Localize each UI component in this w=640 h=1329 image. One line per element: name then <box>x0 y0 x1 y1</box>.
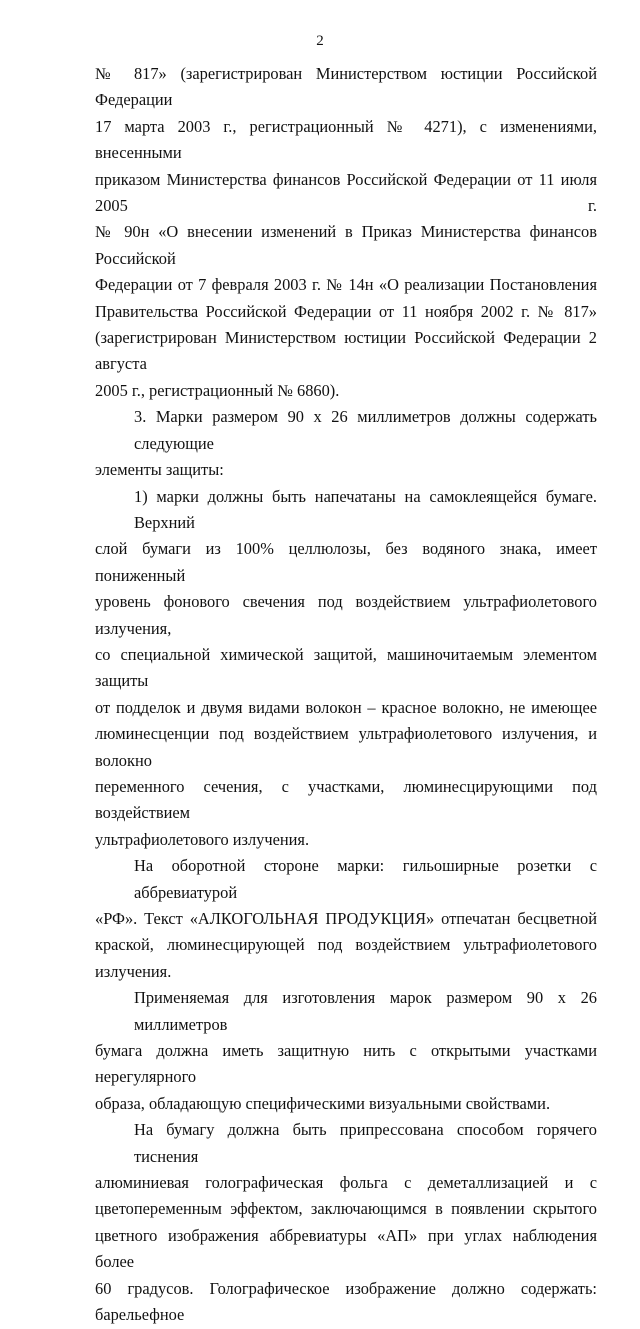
paragraph-holographic-foil <box>95 1117 597 1328</box>
text-line: слой бумаги из 100% целлюлозы, без водяного знака, имеет пониженный <box>95 539 597 585</box>
text-line: цветопеременным эффектом, заключающимся в появлении скрытого <box>95 1199 597 1219</box>
text-line: бумага должна иметь защитную нить с открытыми участками нерегулярного <box>95 1041 597 1087</box>
text-line: алюминиевая голографическая фольга с деметаллизацией и с <box>95 1173 597 1193</box>
text-line: переменного сечения, с участками, люминесцирующими под воздействием <box>95 776 597 823</box>
text-line: элементы защиты: <box>95 460 224 480</box>
text-line: «РФ». Текст «АЛКОГОЛЬНАЯ ПРОДУКЦИЯ» отпечатан бесцветной <box>95 909 597 928</box>
paragraph-continuation <box>95 61 597 404</box>
text-line: цветного изображения аббревиатуры «АП» при углах наблюдения более <box>95 1225 597 1272</box>
text-line: Правительства Российской Федерации от 11 ноября 2002 г. № 817» <box>95 301 597 321</box>
text-line: 2005 г., регистрационный № 6860). <box>95 380 340 400</box>
text-line: № 817» (зарегистрирован Министерством юстиции Российской Федерации <box>95 64 597 110</box>
page-number: 2 <box>316 33 324 49</box>
text-line: люминесценции под воздействием ультрафиолетового излучения, и волокно <box>95 724 597 770</box>
text-line: На бумагу должна быть припрессована способом горячего тиснения <box>134 1120 597 1166</box>
text-line: от подделок и двумя видами волокон – красное волокно, не имеющее <box>95 697 597 717</box>
text-line: краской, люминесцирующей под воздействием ультрафиолетового <box>95 935 597 955</box>
paragraph-reverse-side <box>95 853 597 985</box>
paragraph-subitem-1 <box>95 484 597 854</box>
text-line: 17 марта 2003 г., регистрационный № 4271), с изменениями, внесенными <box>95 116 597 163</box>
paragraph-item-3 <box>95 404 597 483</box>
document-body <box>95 61 597 1329</box>
paragraph-security-thread <box>95 985 597 1117</box>
text-line: излучения. <box>95 961 172 981</box>
text-line: На оборотной стороне марки: гильоширные розетки с аббревиатурой <box>134 856 597 902</box>
text-line: № 90н «О внесении изменений в Приказ Министерства финансов Российской <box>95 222 597 268</box>
text-line: со специальной химической защитой, машиночитаемым элементом защиты <box>95 644 597 691</box>
text-line: уровень фонового свечения под воздействием ультрафиолетового излучения, <box>95 592 597 638</box>
text-line: приказом Министерства финансов Российской Федерации от 11 июля 2005 г. <box>95 169 597 216</box>
text-line: Федерации от 7 февраля 2003 г. № 14н «О реализации Постановления <box>95 275 597 295</box>
text-line: образа, обладающую специфическими визуальными свойствами. <box>95 1093 551 1113</box>
text-line: ультрафиолетового излучения. <box>95 829 310 849</box>
text-line: 1) марки должны быть напечатаны на самоклеящейся бумаге. Верхний <box>134 486 597 532</box>
text-line: 3. Марки размером 90 х 26 миллиметров должны содержать следующие <box>134 407 597 453</box>
text-line: Применяемая для изготовления марок размером 90 х 26 миллиметров <box>134 988 597 1034</box>
text-line: (зарегистрирован Министерством юстиции Российской Федерации 2 августа <box>95 328 597 374</box>
text-line: 60 градусов. Голографическое изображение должно содержать: барельефное <box>95 1278 597 1325</box>
